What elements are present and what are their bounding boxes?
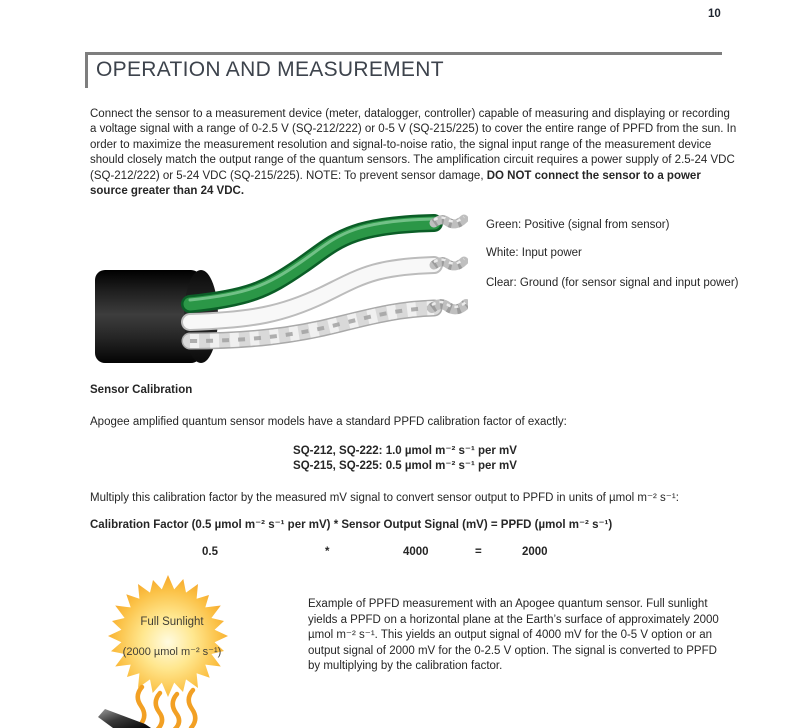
calibration-intro: Apogee amplified quantum sensor models have a standard PPFD calibration factor of exactly: bbox=[90, 416, 567, 428]
calibration-formula: Calibration Factor (0.5 µmol m⁻² s⁻¹ per mV) * Sensor Output Signal (mV) = PPFD (µmol m⁻² s⁻¹) bbox=[90, 519, 613, 531]
section-title: OPERATION AND MEASUREMENT bbox=[85, 55, 722, 88]
calibration-factors bbox=[85, 444, 725, 474]
wire-label-white: White: Input power bbox=[486, 247, 582, 259]
cable-wires-illustration bbox=[88, 198, 468, 370]
sun-value: (2000 µmol m⁻² s⁻¹) bbox=[122, 646, 222, 658]
wire-label-green: Green: Positive (signal from sensor) bbox=[486, 219, 670, 231]
page-number: 10 bbox=[708, 8, 721, 20]
green-wire-bare-tip bbox=[434, 217, 464, 224]
calibration-factor-line-1: SQ-212, SQ-222: 1.0 µmol m⁻² s⁻¹ per mV bbox=[293, 445, 517, 457]
example-caption: Example of PPFD measurement with an Apogee quantum sensor. Full sunlight yields a PPFD on a horizontal plane at the Earth’s surface of approximately 2000 µmol m⁻² s⁻¹. This yields an output signal of 4000 mV for the 0-5 V option or an output signal of 2000 mV for the 0-2.5 V option. The signal is converted to PPFD by multiplying by the calibration factor. bbox=[308, 598, 719, 672]
sun-rays bbox=[134, 687, 195, 728]
multiply-instruction: Multiply this calibration factor by the measured mV signal to convert sensor output to PPFD in units of µmol m⁻² s⁻¹: bbox=[90, 492, 679, 504]
example-result-value: 2000 bbox=[522, 546, 548, 558]
example-factor-value: 0.5 bbox=[202, 546, 218, 558]
section-title-block bbox=[85, 52, 722, 88]
wire-label-clear: Clear: Ground (for sensor signal and input power) bbox=[486, 277, 739, 289]
multiply-operator: * bbox=[325, 546, 330, 558]
intro-text: Connect the sensor to a measurement device (meter, datalogger, controller) capable of measuring and displaying or recording a voltage signal with a range of 0-2.5 V (SQ-212/222) or 0-5 V (SQ-215/225) to cover the entire range of PPFD from the sun. In order to maximize the measurement resolution and signal-to-noise ratio, the signal input range of the measurement device should closely match the output range of the quantum sensors. The amplification circuit requires a power supply of 2.5-24 VDC (SQ-212/222) or 5-24 VDC (SQ-215/225). NOTE: To prevent sensor damage, bbox=[90, 107, 737, 182]
clear-wire-bare-tip bbox=[432, 302, 466, 309]
intro-warning-text: DO NOT connect the sensor to a power source greater than 24 VDC. bbox=[90, 169, 701, 197]
calibration-factor-line-2: SQ-215, SQ-225: 0.5 µmol m⁻² s⁻¹ per mV bbox=[293, 460, 517, 472]
equals-sign: = bbox=[475, 546, 482, 558]
intro-paragraph bbox=[90, 107, 738, 200]
sun-starburst bbox=[108, 575, 228, 697]
sensor-calibration-heading: Sensor Calibration bbox=[90, 384, 193, 396]
white-wire-bare-tip bbox=[434, 259, 464, 266]
sun-label: Full Sunlight bbox=[140, 616, 204, 628]
example-signal-value: 4000 bbox=[403, 546, 429, 558]
